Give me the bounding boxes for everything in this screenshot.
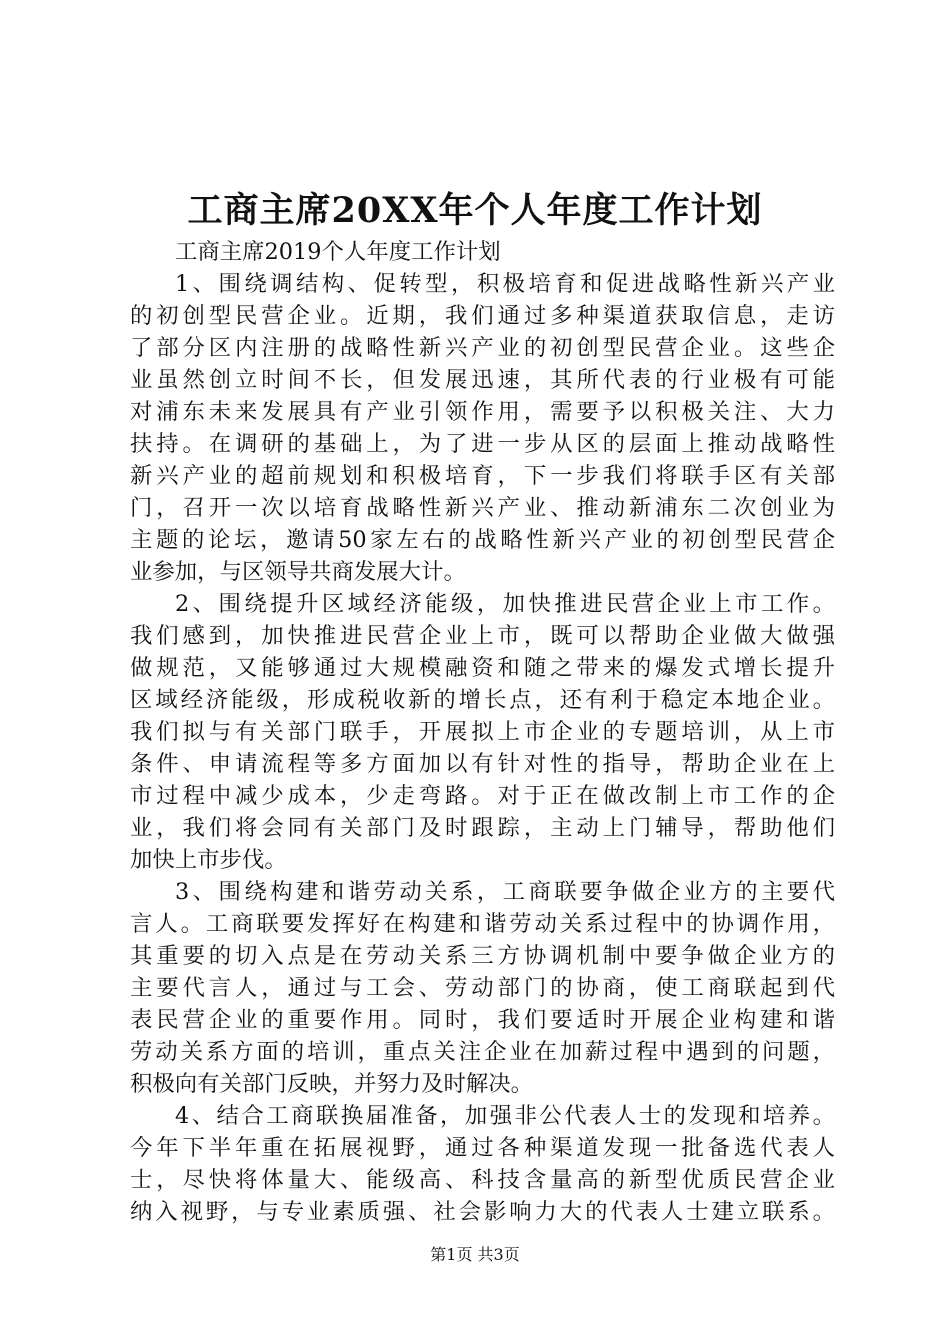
body-line: 1、围绕调结构、促转型，积极培育和促进战略性新兴产业 [175,271,835,297]
body-line: 2、围绕提升区域经济能级，加快推进民营企业上市工作。 [175,591,835,617]
body-line: 工商主席2019个人年度工作计划 [175,239,501,265]
body-line: 市过程中减少成本，少走弯路。对于正在做改制上市工作的企 [130,783,835,809]
body-line: 的初创型民营企业。近期，我们通过多种渠道获取信息，走访 [130,303,835,329]
body-line: 3、围绕构建和谐劳动关系，工商联要争做企业方的主要代 [175,879,835,905]
body-line: 对浦东未来发展具有产业引领作用，需要予以积极关注、大力 [130,399,835,425]
body-line: 劳动关系方面的培训，重点关注企业在加薪过程中遇到的问题， [130,1039,835,1065]
body-line: 我们感到，加快推进民营企业上市，既可以帮助企业做大做强 [130,623,835,649]
document-body [130,236,835,1228]
body-line: 业参加，与区领导共商发展大计。 [130,559,466,585]
body-line: 了部分区内注册的战略性新兴产业的初创型民营企业。这些企 [130,335,835,361]
body-line: 新兴产业的超前规划和积极培育，下一步我们将联手区有关部 [130,463,835,489]
body-line: 区域经济能级，形成税收新的增长点，还有利于稳定本地企业。 [130,687,835,713]
body-line: 纳入视野，与专业素质强、社会影响力大的代表人士建立联系。 [130,1199,835,1225]
body-line: 我们拟与有关部门联手，开展拟上市企业的专题培训，从上市 [130,719,835,745]
body-line: 今年下半年重在拓展视野，通过各种渠道发现一批备选代表人 [130,1135,835,1161]
body-line: 条件、申请流程等多方面加以有针对性的指导，帮助企业在上 [130,751,835,777]
body-line: 门，召开一次以培育战略性新兴产业、推动新浦东二次创业为 [130,495,835,521]
body-line: 主题的论坛，邀请50家左右的战略性新兴产业的初创型民营企 [130,527,835,553]
body-line: 扶持。在调研的基础上，为了进一步从区的层面上推动战略性 [130,431,835,457]
body-line: 业虽然创立时间不长，但发展迅速，其所代表的行业极有可能 [130,367,835,393]
document-title: 工商主席20XX年个人年度工作计划 [187,190,763,231]
body-line: 表民营企业的重要作用。同时，我们要适时开展企业构建和谐 [130,1007,835,1033]
page-indicator: 第1页 共3页 [430,1245,520,1264]
body-line: 做规范，又能够通过大规模融资和随之带来的爆发式增长提升 [130,655,835,681]
body-line: 4、结合工商联换届准备，加强非公代表人士的发现和培养。 [175,1103,835,1129]
body-line: 言人。工商联要发挥好在构建和谐劳动关系过程中的协调作用， [130,911,835,937]
body-line: 加快上市步伐。 [130,847,287,873]
body-line: 主要代言人，通过与工会、劳动部门的协商，使工商联起到代 [130,975,835,1001]
body-line: 士，尽快将体量大、能级高、科技含量高的新型优质民营企业 [130,1167,835,1193]
body-line: 其重要的切入点是在劳动关系三方协调机制中要争做企业方的 [130,943,835,969]
body-line: 业，我们将会同有关部门及时跟踪，主动上门辅导，帮助他们 [130,815,835,841]
body-line: 积极向有关部门反映，并努力及时解决。 [130,1071,534,1097]
